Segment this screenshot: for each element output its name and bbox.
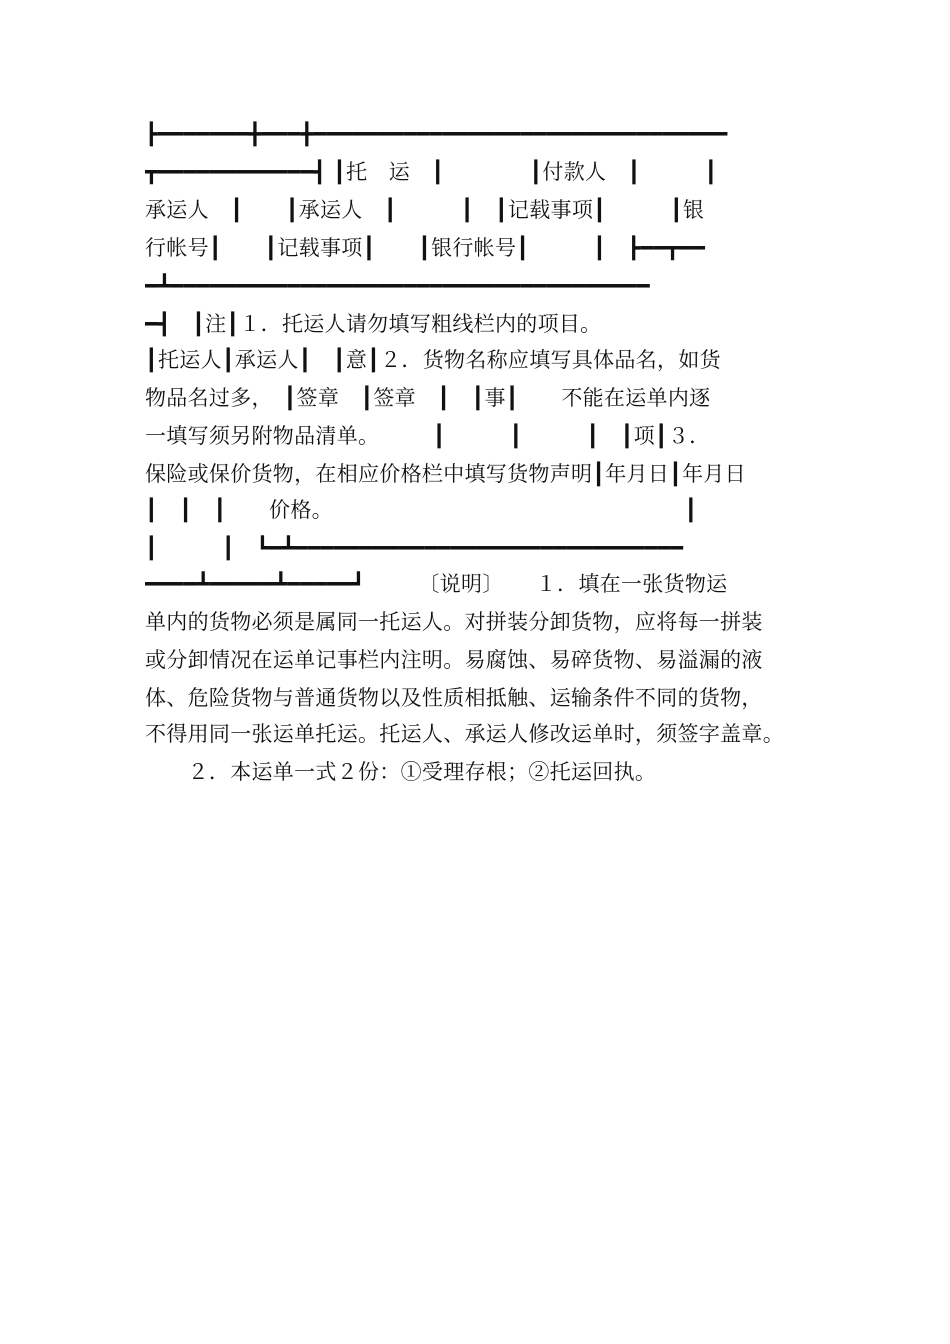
text-line: 承运人 ┃ ┃承运人 ┃ ┃ ┃记载事项┃ ┃银 <box>145 198 705 222</box>
text-line: ━┻━━━━━━━━━━━━━━━━━━━━━━━━━━━━━━━━━━━━━ <box>145 274 650 298</box>
text-line: ┃托运人┃承运人┃ ┃意┃２．货物名称应填写具体品名，如货 <box>145 348 721 372</box>
text-line: 一填写须另附物品清单。 ┃ ┃ ┃ ┃项┃３． <box>145 424 711 448</box>
text-line: 行帐号┃ ┃记载事项┃ ┃银行帐号┃ ┃ ┣━━┳━━ <box>145 236 706 260</box>
text-line: 体、危险货物与普通货物以及性质相抵触、运输条件不同的货物， <box>145 686 763 710</box>
text-line: ━┫ ┃注┃１．托运人请勿填写粗线栏内的项目。 <box>145 312 602 336</box>
text-line: ┃ ┃ ┗━┻━━━━━━━━━━━━━━━━━━━━━━━━━━━━━━ <box>145 536 684 560</box>
text-line: ２．本运单一式２份：①受理存根；②托运回执。 <box>145 760 657 784</box>
text-line: 保险或保价货物，在相应价格栏中填写货物声明┃年月日┃年月日 <box>145 462 746 486</box>
text-line: 物品名过多， ┃签章 ┃签章 ┃ ┃事┃ 不能在运单内逐 <box>145 386 711 410</box>
text-line: ┃ ┃ ┃ 价格。 ┃ <box>145 498 698 522</box>
text-line: ┣━━━━━━━╋━━━╋━━━━━━━━━━━━━━━━━━━━━━━━━━━━━━━━ <box>145 122 728 146</box>
text-line: 不得用同一张运单托运。托运人、承运人修改运单时，须签字盖章。 <box>145 722 784 746</box>
text-line: ━━━━┻━━━━━┻━━━━━┛ 〔说明〕 １．填在一张货物运 <box>145 572 728 596</box>
text-line: 单内的货物必须是属同一托运人。对拼装分卸货物，应将每一拼装 <box>145 610 763 634</box>
text-line: 或分卸情况在运单记事栏内注明。易腐蚀、易碎货物、易溢漏的液 <box>145 648 763 672</box>
text-line: ┳━━━━━━━━━━━━┫ ┃托 运 ┃ ┃付款人 ┃ ┃ <box>145 160 718 184</box>
